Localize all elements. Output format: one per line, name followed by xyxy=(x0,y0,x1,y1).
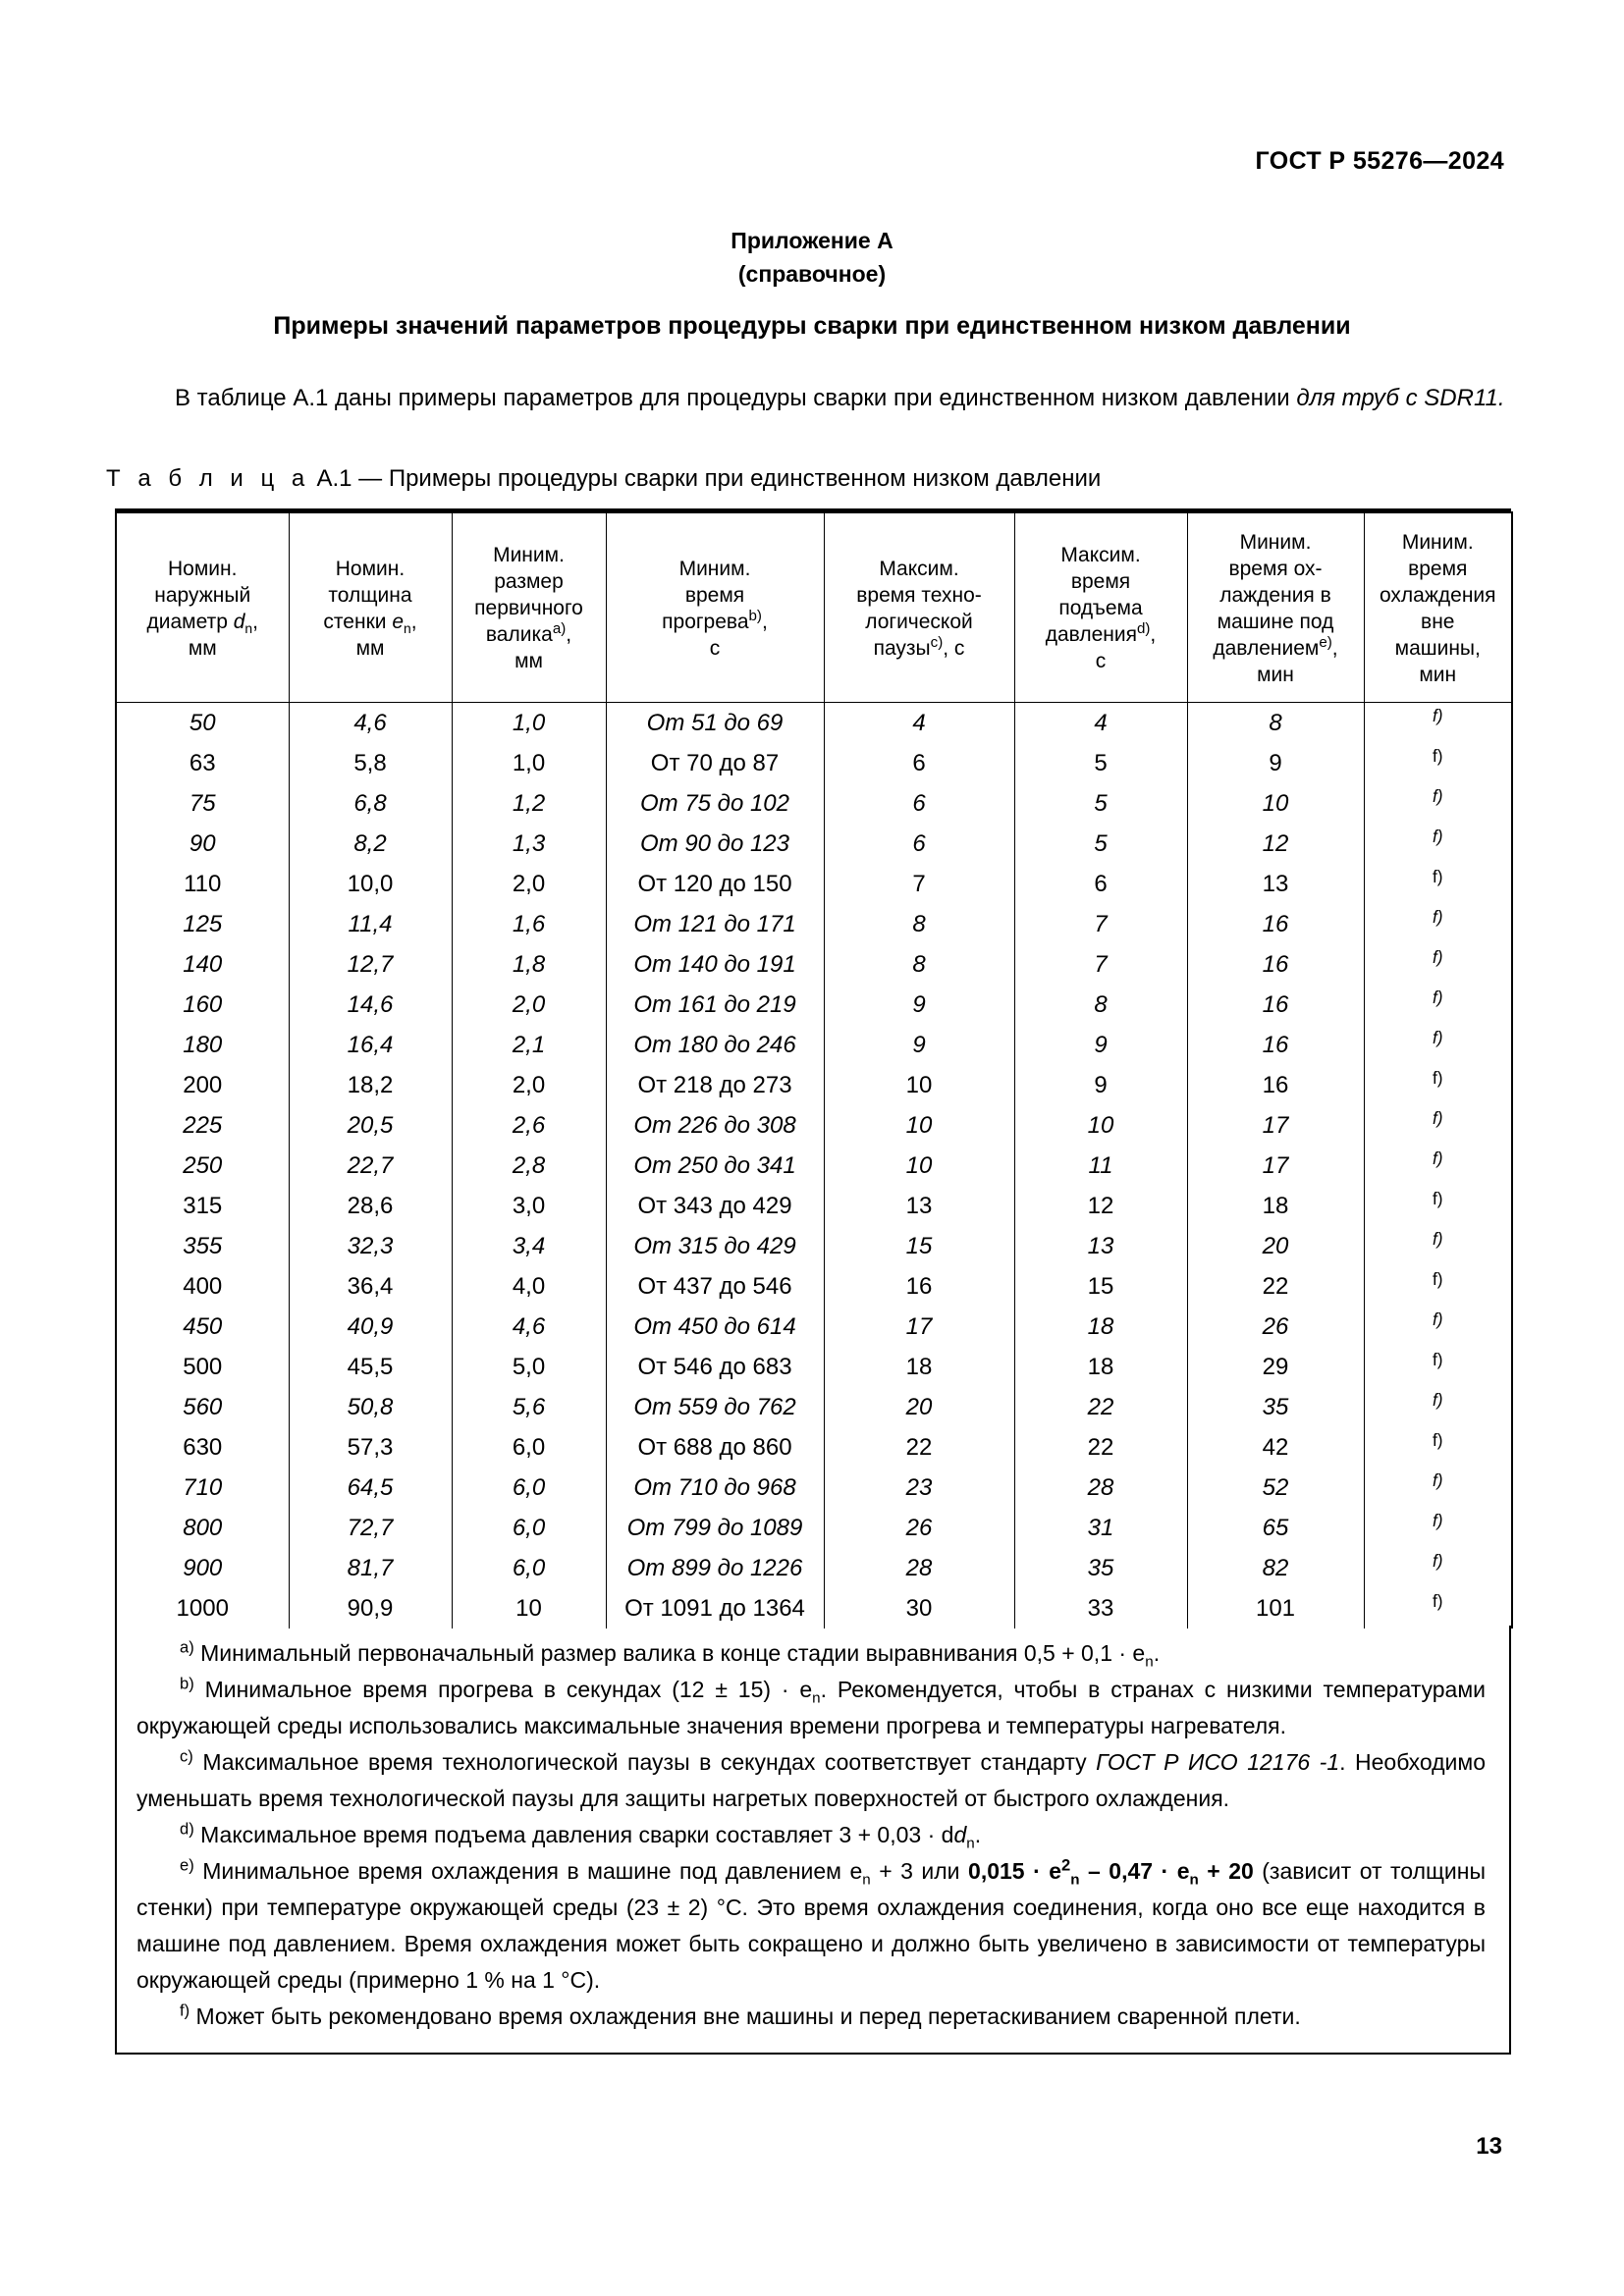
cell-min-heating-time: От 51 до 69 xyxy=(606,702,824,743)
cell-min-heating-time: От 75 до 102 xyxy=(606,783,824,824)
cell-nominal-wall-thickness: 28,6 xyxy=(289,1186,452,1226)
cell-max-pressure-buildup-time: 35 xyxy=(1014,1548,1187,1588)
cell-min-bead-size: 4,0 xyxy=(452,1266,606,1307)
table-row xyxy=(116,864,1512,904)
cell-nominal-wall-thickness: 90,9 xyxy=(289,1588,452,1629)
cell-max-changeover-time: 10 xyxy=(824,1065,1014,1105)
cell-min-heating-time: От 140 до 191 xyxy=(606,944,824,985)
cell-min-cooling-in-machine: 16 xyxy=(1187,944,1364,985)
cell-nominal-outer-diameter: 400 xyxy=(116,1266,289,1307)
cell-min-heating-time: От 710 до 968 xyxy=(606,1468,824,1508)
cell-max-changeover-time: 15 xyxy=(824,1226,1014,1266)
cell-nominal-outer-diameter: 315 xyxy=(116,1186,289,1226)
cell-max-changeover-time: 8 xyxy=(824,904,1014,944)
table-row xyxy=(116,1548,1512,1588)
footnote-c-standard-ref: ГОСТ Р ИСО 12176 -1 xyxy=(1096,1749,1340,1775)
cell-min-heating-time: От 90 до 123 xyxy=(606,824,824,864)
cell-min-cooling-in-machine: 42 xyxy=(1187,1427,1364,1468)
cell-min-bead-size: 3,0 xyxy=(452,1186,606,1226)
cell-min-bead-size: 2,1 xyxy=(452,1025,606,1065)
cell-min-bead-size: 6,0 xyxy=(452,1508,606,1548)
welding-parameters-table xyxy=(115,511,1513,1629)
footnote-e-sub-1: n xyxy=(862,1871,871,1889)
cell-min-heating-time: От 315 до 429 xyxy=(606,1226,824,1266)
cell-min-bead-size: 1,6 xyxy=(452,904,606,944)
cell-max-pressure-buildup-time: 18 xyxy=(1014,1347,1187,1387)
footnote-e-formula: $0,015 \cdot e^2_n - 0,47 \cdot e_n + 20$ xyxy=(968,1855,1254,1889)
cell-nominal-outer-diameter: 355 xyxy=(116,1226,289,1266)
cell-min-cooling-outside-machine: f) xyxy=(1364,985,1512,1025)
cell-nominal-wall-thickness: 18,2 xyxy=(289,1065,452,1105)
cell-min-cooling-in-machine: 12 xyxy=(1187,824,1364,864)
cell-max-pressure-buildup-time: 13 xyxy=(1014,1226,1187,1266)
cell-max-pressure-buildup-time: 5 xyxy=(1014,824,1187,864)
footnote-d xyxy=(136,1817,1486,1853)
cell-max-changeover-time: 18 xyxy=(824,1347,1014,1387)
cell-max-changeover-time: 22 xyxy=(824,1427,1014,1468)
cell-max-pressure-buildup-time: 31 xyxy=(1014,1508,1187,1548)
col-header-nominal-wall-thickness: Номин. толщина стенки $e_n$, мм xyxy=(289,512,452,703)
cell-min-cooling-outside-machine: f) xyxy=(1364,1508,1512,1548)
cell-max-changeover-time: 10 xyxy=(824,1105,1014,1146)
cell-min-bead-size: 1,2 xyxy=(452,783,606,824)
footnote-mark-b: b) xyxy=(180,1674,194,1693)
cell-nominal-wall-thickness: 5,8 xyxy=(289,743,452,783)
col-header-min-heating-time: Миним. время прогрева$^{b)}$, с xyxy=(606,512,824,703)
cell-min-cooling-in-machine: 29 xyxy=(1187,1347,1364,1387)
table-row xyxy=(116,1025,1512,1065)
cell-min-cooling-outside-machine: f) xyxy=(1364,1588,1512,1629)
cell-min-heating-time: От 546 до 683 xyxy=(606,1347,824,1387)
cell-min-cooling-in-machine: 101 xyxy=(1187,1588,1364,1629)
cell-min-cooling-in-machine: 16 xyxy=(1187,1025,1364,1065)
cell-min-bead-size: 1,0 xyxy=(452,743,606,783)
cell-nominal-wall-thickness: 32,3 xyxy=(289,1226,452,1266)
cell-nominal-outer-diameter: 450 xyxy=(116,1307,289,1347)
col-header-max-changeover-time: Максим. время техно- логической паузы$^{c)}$, с xyxy=(824,512,1014,703)
cell-min-bead-size: 1,8 xyxy=(452,944,606,985)
table-row xyxy=(116,1266,1512,1307)
footnote-mark-a: a) xyxy=(180,1637,194,1657)
cell-max-pressure-buildup-time: 8 xyxy=(1014,985,1187,1025)
cell-min-bead-size: 5,0 xyxy=(452,1347,606,1387)
footnote-mark-e: e) xyxy=(180,1855,194,1875)
cell-max-changeover-time: 6 xyxy=(824,743,1014,783)
welding-parameters-table-wrapper xyxy=(115,508,1511,1629)
cell-min-heating-time: От 70 до 87 xyxy=(606,743,824,783)
cell-min-cooling-in-machine: 16 xyxy=(1187,1065,1364,1105)
cell-nominal-wall-thickness: 22,7 xyxy=(289,1146,452,1186)
footnote-e-text-3: (зависит от толщины стенки) при температуре окружающей среды (23 ± 2) °C. Это время охлаждения соединения, когда оно все еще находится в машине под давлением. Время охлаждения может быть сокращено и должно быть увеличено в зависимости от температуры окружающей среды (примерно 1 % на 1 °C). xyxy=(136,1858,1487,1993)
cell-nominal-wall-thickness: 40,9 xyxy=(289,1307,452,1347)
cell-nominal-outer-diameter: 225 xyxy=(116,1105,289,1146)
annex-heading: Примеры значений параметров процедуры сварки при единственном низком давлении xyxy=(273,312,1351,340)
running-header-standard-number: ГОСТ Р 55276—2024 xyxy=(1255,147,1504,175)
cell-min-bead-size: 2,0 xyxy=(452,1065,606,1105)
cell-min-cooling-in-machine: 10 xyxy=(1187,783,1364,824)
cell-min-cooling-outside-machine: f) xyxy=(1364,1146,1512,1186)
cell-min-cooling-outside-machine: f) xyxy=(1364,1387,1512,1427)
cell-min-cooling-outside-machine: f) xyxy=(1364,1548,1512,1588)
cell-min-cooling-in-machine: 26 xyxy=(1187,1307,1364,1347)
cell-nominal-outer-diameter: 160 xyxy=(116,985,289,1025)
cell-max-changeover-time: 6 xyxy=(824,783,1014,824)
col-header-max-pressure-buildup-time: Максим. время подъема давления$^{d)}$, с xyxy=(1014,512,1187,703)
table-row xyxy=(116,783,1512,824)
table-row xyxy=(116,1427,1512,1468)
cell-nominal-wall-thickness: 4,6 xyxy=(289,702,452,743)
cell-min-bead-size: 1,0 xyxy=(452,702,606,743)
cell-min-cooling-outside-machine: f) xyxy=(1364,702,1512,743)
footnote-mark-f: f) xyxy=(180,2001,190,2020)
cell-min-bead-size: 5,6 xyxy=(452,1387,606,1427)
cell-min-cooling-outside-machine: f) xyxy=(1364,1307,1512,1347)
cell-nominal-wall-thickness: 57,3 xyxy=(289,1427,452,1468)
cell-min-cooling-outside-machine: f) xyxy=(1364,944,1512,985)
table-row xyxy=(116,985,1512,1025)
cell-min-bead-size: 2,8 xyxy=(452,1146,606,1186)
cell-min-cooling-outside-machine: f) xyxy=(1364,864,1512,904)
cell-min-cooling-in-machine: 82 xyxy=(1187,1548,1364,1588)
cell-min-cooling-in-machine: 35 xyxy=(1187,1387,1364,1427)
cell-max-changeover-time: 13 xyxy=(824,1186,1014,1226)
cell-nominal-outer-diameter: 560 xyxy=(116,1387,289,1427)
cell-min-bead-size: 2,6 xyxy=(452,1105,606,1146)
footnote-a-tail: . xyxy=(1153,1640,1161,1666)
cell-nominal-outer-diameter: 125 xyxy=(116,904,289,944)
cell-min-bead-size: 2,0 xyxy=(452,864,606,904)
table-caption-title: Примеры процедуры сварки при единственном низком давлении xyxy=(388,465,1102,492)
cell-min-cooling-outside-machine: f) xyxy=(1364,1105,1512,1146)
cell-nominal-wall-thickness: 12,7 xyxy=(289,944,452,985)
cell-max-changeover-time: 10 xyxy=(824,1146,1014,1186)
cell-nominal-outer-diameter: 200 xyxy=(116,1065,289,1105)
cell-min-bead-size: 6,0 xyxy=(452,1548,606,1588)
cell-max-pressure-buildup-time: 7 xyxy=(1014,904,1187,944)
cell-min-heating-time: От 559 до 762 xyxy=(606,1387,824,1427)
cell-min-bead-size: 4,6 xyxy=(452,1307,606,1347)
table-header-row xyxy=(116,512,1512,703)
cell-max-pressure-buildup-time: 33 xyxy=(1014,1588,1187,1629)
table-row xyxy=(116,1146,1512,1186)
cell-nominal-outer-diameter: 1000 xyxy=(116,1588,289,1629)
cell-nominal-outer-diameter: 900 xyxy=(116,1548,289,1588)
cell-max-pressure-buildup-time: 4 xyxy=(1014,702,1187,743)
cell-max-changeover-time: 23 xyxy=(824,1468,1014,1508)
cell-min-bead-size: 10 xyxy=(452,1588,606,1629)
cell-min-heating-time: От 121 до 171 xyxy=(606,904,824,944)
cell-nominal-outer-diameter: 250 xyxy=(116,1146,289,1186)
cell-nominal-outer-diameter: 75 xyxy=(116,783,289,824)
footnote-d-text-1: Максимальное время подъема давления сварки составляет 3 + 0,03 · d xyxy=(200,1822,954,1847)
col-header-min-bead-size: Миним. размер первичного валика$^{a)}$, мм xyxy=(452,512,606,703)
cell-max-changeover-time: 16 xyxy=(824,1266,1014,1307)
annex-title-block xyxy=(120,224,1504,291)
cell-min-cooling-outside-machine: f) xyxy=(1364,1025,1512,1065)
cell-max-pressure-buildup-time: 11 xyxy=(1014,1146,1187,1186)
cell-nominal-wall-thickness: 72,7 xyxy=(289,1508,452,1548)
cell-min-cooling-in-machine: 17 xyxy=(1187,1146,1364,1186)
table-caption-word: Т а б л и ц а xyxy=(106,465,310,492)
cell-nominal-wall-thickness: 81,7 xyxy=(289,1548,452,1588)
table-caption-dash: — xyxy=(358,465,383,492)
col-header-nominal-outer-diameter: Номин. наружный диаметр $d_n$, мм xyxy=(116,512,289,703)
annex-kind: (справочное) xyxy=(737,261,887,287)
cell-max-changeover-time: 4 xyxy=(824,702,1014,743)
cell-nominal-outer-diameter: 50 xyxy=(116,702,289,743)
cell-nominal-wall-thickness: 6,8 xyxy=(289,783,452,824)
cell-min-cooling-outside-machine: f) xyxy=(1364,1427,1512,1468)
table-caption xyxy=(106,463,1101,495)
cell-min-heating-time: От 180 до 246 xyxy=(606,1025,824,1065)
cell-max-changeover-time: 17 xyxy=(824,1307,1014,1347)
annex-label: Приложение А xyxy=(731,228,893,253)
cell-min-bead-size: 3,4 xyxy=(452,1226,606,1266)
cell-min-heating-time: От 343 до 429 xyxy=(606,1186,824,1226)
table-row xyxy=(116,1387,1512,1427)
cell-min-cooling-outside-machine: f) xyxy=(1364,824,1512,864)
cell-min-bead-size: 1,3 xyxy=(452,824,606,864)
cell-max-pressure-buildup-time: 9 xyxy=(1014,1065,1187,1105)
table-row xyxy=(116,1588,1512,1629)
cell-nominal-wall-thickness: 64,5 xyxy=(289,1468,452,1508)
table-row xyxy=(116,1347,1512,1387)
table-row xyxy=(116,1508,1512,1548)
footnote-e-text-1: Минимальное время охлаждения в машине под давлением e xyxy=(202,1858,863,1884)
col-header-min-cooling-in-machine: Миним. время ох- лаждения в машине под давлением$^{e)}$, мин xyxy=(1187,512,1364,703)
table-body xyxy=(116,702,1512,1629)
cell-min-cooling-outside-machine: f) xyxy=(1364,904,1512,944)
cell-nominal-outer-diameter: 800 xyxy=(116,1508,289,1548)
footnote-c-text-1: Максимальное время технологической паузы в секундах соответствует стандарту xyxy=(202,1749,1097,1775)
cell-min-heating-time: От 437 до 546 xyxy=(606,1266,824,1307)
cell-min-cooling-outside-machine: f) xyxy=(1364,1226,1512,1266)
cell-min-heating-time: От 1091 до 1364 xyxy=(606,1588,824,1629)
cell-min-cooling-in-machine: 20 xyxy=(1187,1226,1364,1266)
cell-max-pressure-buildup-time: 10 xyxy=(1014,1105,1187,1146)
cell-nominal-outer-diameter: 500 xyxy=(116,1347,289,1387)
cell-min-heating-time: От 688 до 860 xyxy=(606,1427,824,1468)
cell-max-pressure-buildup-time: 22 xyxy=(1014,1427,1187,1468)
cell-min-cooling-in-machine: 65 xyxy=(1187,1508,1364,1548)
intro-text-italic: для труб с SDR11. xyxy=(1296,385,1505,411)
cell-nominal-outer-diameter: 630 xyxy=(116,1427,289,1468)
intro-paragraph xyxy=(120,379,1506,417)
intro-text: В таблице А.1 даны примеры параметров для процедуры сварки при единственном низком давлении xyxy=(175,385,1297,411)
cell-max-pressure-buildup-time: 22 xyxy=(1014,1387,1187,1427)
col-header-min-cooling-outside-machine: Миним. время охлаждения вне машины, мин xyxy=(1364,512,1512,703)
cell-nominal-outer-diameter: 90 xyxy=(116,824,289,864)
cell-min-cooling-outside-machine: f) xyxy=(1364,1186,1512,1226)
cell-max-pressure-buildup-time: 6 xyxy=(1014,864,1187,904)
footnote-a xyxy=(136,1635,1486,1672)
cell-max-pressure-buildup-time: 5 xyxy=(1014,783,1187,824)
footnote-d-text-2: . xyxy=(974,1822,982,1847)
cell-nominal-wall-thickness: 50,8 xyxy=(289,1387,452,1427)
cell-max-changeover-time: 9 xyxy=(824,985,1014,1025)
cell-min-cooling-outside-machine: f) xyxy=(1364,1347,1512,1387)
cell-min-cooling-in-machine: 9 xyxy=(1187,743,1364,783)
cell-min-cooling-in-machine: 16 xyxy=(1187,904,1364,944)
footnote-d-symbol: d xyxy=(953,1822,967,1847)
footnote-c xyxy=(136,1744,1486,1817)
cell-max-pressure-buildup-time: 9 xyxy=(1014,1025,1187,1065)
cell-max-pressure-buildup-time: 18 xyxy=(1014,1307,1187,1347)
cell-min-heating-time: От 250 до 341 xyxy=(606,1146,824,1186)
cell-nominal-outer-diameter: 180 xyxy=(116,1025,289,1065)
cell-min-cooling-in-machine: 18 xyxy=(1187,1186,1364,1226)
table-row xyxy=(116,1065,1512,1105)
cell-min-cooling-in-machine: 22 xyxy=(1187,1266,1364,1307)
cell-min-cooling-outside-machine: f) xyxy=(1364,1468,1512,1508)
cell-min-heating-time: От 899 до 1226 xyxy=(606,1548,824,1588)
cell-nominal-wall-thickness: 14,6 xyxy=(289,985,452,1025)
cell-min-cooling-outside-machine: f) xyxy=(1364,1266,1512,1307)
cell-min-heating-time: От 799 до 1089 xyxy=(606,1508,824,1548)
cell-nominal-outer-diameter: 110 xyxy=(116,864,289,904)
cell-min-bead-size: 6,0 xyxy=(452,1427,606,1468)
cell-max-changeover-time: 28 xyxy=(824,1548,1014,1588)
cell-max-pressure-buildup-time: 7 xyxy=(1014,944,1187,985)
table-row xyxy=(116,1105,1512,1146)
cell-max-changeover-time: 7 xyxy=(824,864,1014,904)
cell-min-cooling-in-machine: 52 xyxy=(1187,1468,1364,1508)
footnote-e-text-2: + 3 или xyxy=(870,1858,969,1884)
footnote-a-sub: n xyxy=(1145,1653,1154,1671)
cell-min-cooling-outside-machine: f) xyxy=(1364,783,1512,824)
footnote-f xyxy=(136,1999,1486,2035)
cell-max-changeover-time: 26 xyxy=(824,1508,1014,1548)
table-row xyxy=(116,1307,1512,1347)
cell-min-cooling-outside-machine: f) xyxy=(1364,743,1512,783)
cell-min-heating-time: От 226 до 308 xyxy=(606,1105,824,1146)
table-caption-number: А.1 xyxy=(316,465,352,492)
cell-min-cooling-in-machine: 13 xyxy=(1187,864,1364,904)
table-row xyxy=(116,904,1512,944)
table-footnotes xyxy=(115,1626,1511,2055)
footnote-e xyxy=(136,1853,1486,1999)
table-row xyxy=(116,743,1512,783)
cell-min-cooling-in-machine: 16 xyxy=(1187,985,1364,1025)
cell-max-changeover-time: 9 xyxy=(824,1025,1014,1065)
footnote-d-sub: n xyxy=(966,1835,975,1852)
table-row xyxy=(116,944,1512,985)
cell-max-changeover-time: 6 xyxy=(824,824,1014,864)
cell-nominal-wall-thickness: 36,4 xyxy=(289,1266,452,1307)
cell-max-pressure-buildup-time: 28 xyxy=(1014,1468,1187,1508)
footnote-f-text: Может быть рекомендовано время охлаждения вне машины и перед перетаскиванием сваренной плети. xyxy=(195,2003,1301,2029)
table-header xyxy=(116,512,1512,703)
cell-min-heating-time: От 120 до 150 xyxy=(606,864,824,904)
footnote-b-text-2: . Рекомендуется, чтобы в странах с низкими температурами окружающей среды использовались максимальные значения времени прогрева и температуры нагревателя. xyxy=(136,1677,1487,1738)
cell-max-pressure-buildup-time: 5 xyxy=(1014,743,1187,783)
footnote-c-text-2: . Необходимо уменьшать время технологической паузы для защиты нагретых поверхностей от быстрого охлаждения. xyxy=(136,1749,1487,1811)
cell-min-heating-time: От 450 до 614 xyxy=(606,1307,824,1347)
cell-min-cooling-outside-machine: f) xyxy=(1364,1065,1512,1105)
cell-nominal-outer-diameter: 63 xyxy=(116,743,289,783)
cell-max-changeover-time: 20 xyxy=(824,1387,1014,1427)
cell-nominal-outer-diameter: 140 xyxy=(116,944,289,985)
table-row xyxy=(116,702,1512,743)
cell-min-bead-size: 6,0 xyxy=(452,1468,606,1508)
footnote-mark-d: d) xyxy=(180,1819,194,1839)
cell-nominal-outer-diameter: 710 xyxy=(116,1468,289,1508)
cell-min-cooling-in-machine: 17 xyxy=(1187,1105,1364,1146)
cell-max-changeover-time: 30 xyxy=(824,1588,1014,1629)
footnote-b-text-1: Минимальное время прогрева в секундах (12 ± 15) · e xyxy=(204,1677,813,1702)
footnote-b xyxy=(136,1672,1486,1744)
cell-nominal-wall-thickness: 10,0 xyxy=(289,864,452,904)
cell-min-cooling-in-machine: 8 xyxy=(1187,702,1364,743)
table-row xyxy=(116,1226,1512,1266)
footnote-b-sub: n xyxy=(812,1689,821,1707)
footnote-mark-c: c) xyxy=(180,1746,193,1766)
cell-max-changeover-time: 8 xyxy=(824,944,1014,985)
cell-nominal-wall-thickness: 8,2 xyxy=(289,824,452,864)
footnote-a-text: Минимальный первоначальный размер валика в конце стадии выравнивания 0,5 + 0,1 · e xyxy=(200,1640,1146,1666)
table-row xyxy=(116,1186,1512,1226)
cell-nominal-wall-thickness: 20,5 xyxy=(289,1105,452,1146)
cell-nominal-wall-thickness: 16,4 xyxy=(289,1025,452,1065)
table-row xyxy=(116,1468,1512,1508)
cell-nominal-wall-thickness: 45,5 xyxy=(289,1347,452,1387)
page-number: 13 xyxy=(1476,2133,1502,2160)
cell-max-pressure-buildup-time: 12 xyxy=(1014,1186,1187,1226)
cell-min-heating-time: От 161 до 219 xyxy=(606,985,824,1025)
cell-min-heating-time: От 218 до 273 xyxy=(606,1065,824,1105)
cell-nominal-wall-thickness: 11,4 xyxy=(289,904,452,944)
cell-max-pressure-buildup-time: 15 xyxy=(1014,1266,1187,1307)
cell-min-bead-size: 2,0 xyxy=(452,985,606,1025)
table-row xyxy=(116,824,1512,864)
